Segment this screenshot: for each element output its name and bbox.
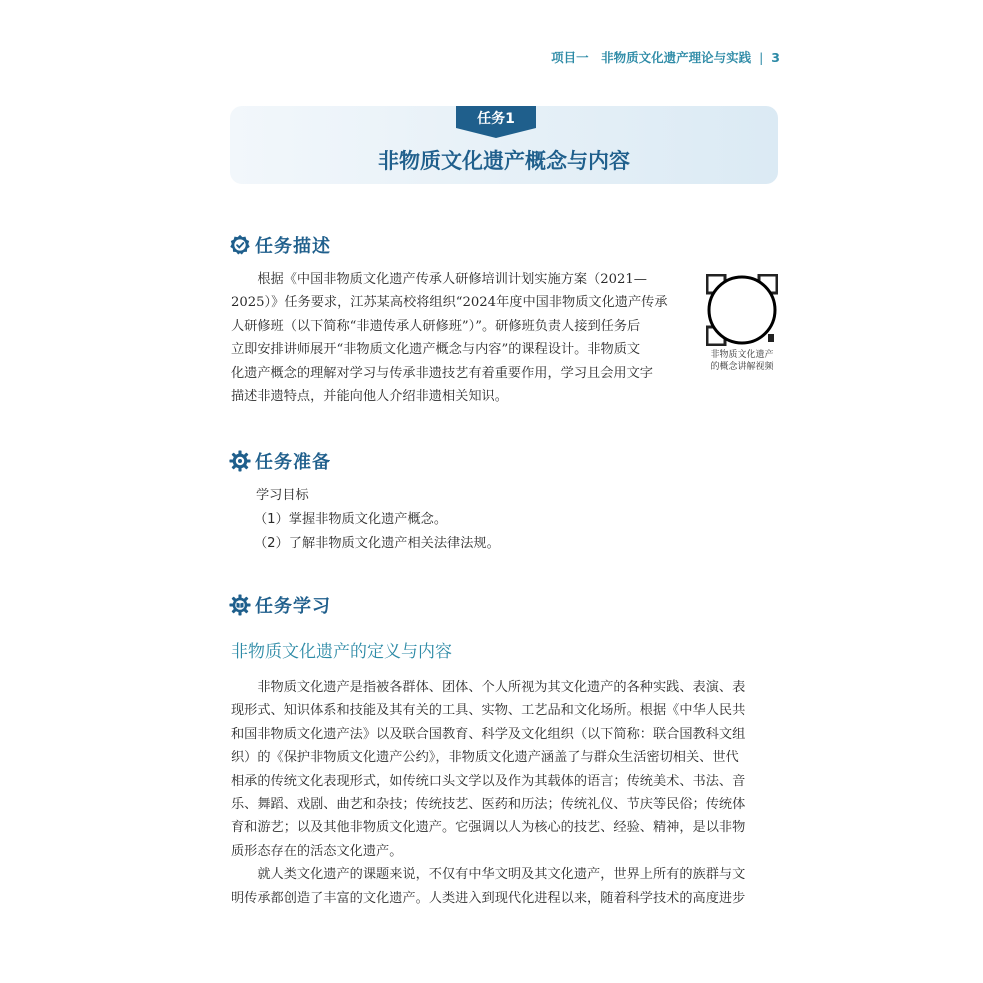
- paragraph-line: 根据《中国非物质文化遗产传承人研修培训计划实施方案（2021—: [231, 272, 647, 287]
- task-title: 非物质文化遗产概念与内容: [378, 149, 630, 173]
- paragraph-line: 非物质文化遗产是指被各群体、团体、个人所视为其文化遗产的各种实践、表演、表: [231, 680, 746, 695]
- paragraph-line: 现形式、知识体系和技能及其有关的工具、实物、工艺品和文化场所。根据《中华人民共: [231, 703, 746, 719]
- study-paragraph: [231, 676, 779, 910]
- paragraph-line: 乐、舞蹈、戏剧、曲艺和杂技；传统技艺、医药和历法；传统礼仪、节庆等民俗；传统体: [231, 796, 746, 812]
- paragraph-line: 化遗产概念的理解对学习与传承非遗技艺有着重要作用，学习且会用文字: [231, 365, 653, 381]
- paragraph-line: 织）的《保护非物质文化遗产公约》，非物质文化遗产涵盖了与群众生活密切相关、世代: [231, 750, 739, 766]
- running-head-separator: |: [759, 49, 764, 65]
- paragraph-line: 相承的传统文化表现形式，如传统口头文学以及作为其载体的语言；传统美术、书法、音: [231, 773, 746, 789]
- learning-goals-label: 学习目标: [256, 488, 309, 503]
- paragraph-line: 2025）》任务要求，江苏某高校将组织“2024年度中国非物质文化遗产传承: [231, 295, 668, 311]
- section-title-study: 任务学习: [255, 596, 331, 617]
- section-heading-preparation: [229, 447, 331, 475]
- section-title-preparation: 任务准备: [255, 452, 331, 473]
- page-number: 3: [771, 49, 780, 65]
- list-item: （2）了解非物质文化遗产相关法律法规。: [254, 536, 500, 551]
- paragraph-line: 育和游艺；以及其他非物质文化遗产。它强调以人为核心的技艺、经验、精神，是以非物: [231, 820, 746, 836]
- description-paragraph: [231, 268, 693, 408]
- running-head-title: 项目一 非物质文化遗产理论与实践: [551, 50, 752, 65]
- section-title-description: 任务描述: [255, 236, 331, 257]
- paragraph-line: 描述非遗特点，并能向他人介绍非遗相关知识。: [231, 388, 508, 404]
- paragraph-line: 明传承都创造了丰富的文化遗产。人类进入到现代化进程以来，随着科学技术的高度进步: [231, 890, 746, 906]
- qr-caption-line: 的概念讲解视频: [710, 362, 774, 372]
- running-head: [540, 47, 780, 67]
- paragraph-line: 就人类文化遗产的课题来说，不仅有中华文明及其文化遗产，世界上所有的族群与文: [231, 867, 746, 883]
- section-heading-description: [229, 231, 331, 259]
- book-gear-icon: [229, 594, 251, 616]
- gear-icon: [229, 450, 251, 472]
- subsection-title: 非物质文化遗产的定义与内容: [231, 642, 452, 662]
- qr-code-icon[interactable]: [706, 274, 778, 346]
- task-tab-label: 任务1: [477, 111, 515, 127]
- paragraph-line: 立即安排讲师展开“非物质文化遗产概念与内容”的课程设计。非物质文: [231, 342, 641, 358]
- qr-caption: [698, 349, 786, 373]
- qr-caption-line: 非物质文化遗产: [710, 350, 774, 360]
- badge-check-icon: [229, 234, 251, 256]
- list-item: （1）掌握非物质文化遗产概念。: [254, 512, 448, 527]
- paragraph-line: 和国非物质文化遗产法》以及联合国教育、科学及文化组织（以下简称：联合国教科文组: [231, 726, 746, 742]
- paragraph-line: 人研修班（以下简称“非遗传承人研修班”）”。研修班负责人接到任务后: [231, 318, 641, 334]
- section-heading-study: [229, 591, 331, 619]
- paragraph-line: 质形态存在的活态文化遗产。: [231, 843, 403, 859]
